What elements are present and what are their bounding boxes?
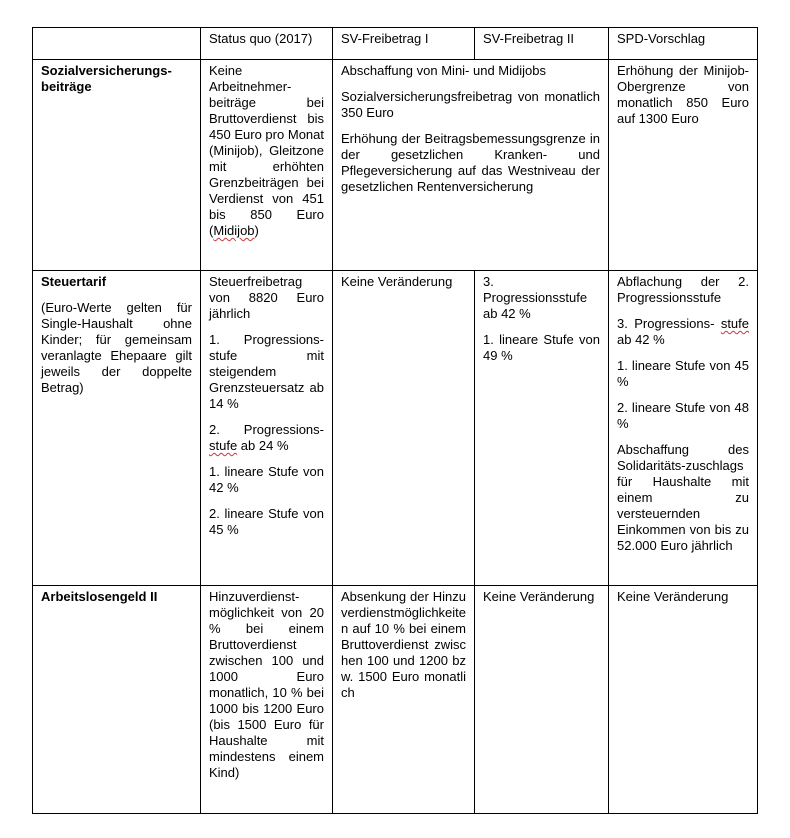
row-label-steuertarif [33, 271, 201, 586]
header-spd-vorschlag: SPD-Vorschlag [609, 28, 758, 60]
row-steuertarif [33, 271, 758, 586]
cell-paragraph: 2. lineare Stufe von 48 % [617, 400, 749, 431]
cell-spd-alg: Keine Veränderung [609, 586, 758, 814]
row-label-arbeitslosengeld [33, 586, 201, 814]
cell-spd-sv: Erhöhung der Minijob-Obergrenze von monatlich 850 Euro auf 1300 Euro [609, 60, 758, 271]
cell-sv2-alg: Keine Veränderung [475, 586, 609, 814]
header-sv-freibetrag-1: SV-Freibetrag I [333, 28, 475, 60]
cell-status-quo-alg: Hinzuverdienst-möglichkeit von 20 % bei einem Bruttoverdienst zwischen 100 und 1000 Euro monatlich, 10 % bei 1000 bis 1200 Euro (bis 1500 Euro für Haushalte mit mindestens einem Kind) [201, 586, 333, 814]
cell-paragraph: 3. Progressionsstufe ab 42 % [483, 274, 588, 321]
cell-paragraph [209, 422, 324, 454]
cell-text: 3. Progressions- [617, 316, 715, 331]
header-empty-cell [33, 28, 201, 60]
cell-status-quo-steuer [201, 271, 333, 586]
cell-sv1-alg: Absenkung der Hinzuverdienstmöglichkeiten auf 10 % bei einem Bruttoverdienst zwischen 100 und 1200 bzw. 1500 Euro monatlich [333, 586, 475, 814]
row-label-text: Sozialversicherungs-beiträge [41, 63, 172, 94]
cell-paragraph: Erhöhung der Beitragsbemessungsgrenze in der gesetzlichen Kranken- und Pflegeversicherung auf das Westniveau der gesetzlichen Rentenversicherung [341, 131, 600, 194]
cell-sv-freibetrag-joint [333, 60, 609, 271]
cell-paragraph: 1. Progressions-stufe mit steigendem Grenzsteuersatz ab 14 % [209, 332, 324, 411]
cell-spd-steuer [609, 271, 758, 586]
cell-paragraph: Abschaffung von Mini- und Midijobs [341, 63, 546, 78]
cell-paragraph: Abflachung der 2. Progressionsstufe [617, 274, 749, 305]
cell-text: ab 42 % [617, 332, 665, 347]
cell-paragraph: 2. lineare Stufe von 45 % [209, 506, 324, 537]
cell-text-spellcheck: stufe [209, 438, 238, 453]
cell-text-spellcheck: Midijob [213, 223, 255, 238]
cell-paragraph: 1. lineare Stufe von 45 % [617, 358, 749, 389]
cell-sv2-steuer [475, 271, 609, 586]
cell-text: ) [254, 223, 259, 238]
header-status-quo: Status quo (2017) [201, 28, 333, 60]
cell-sv1-steuer: Keine Veränderung [333, 271, 475, 586]
cell-paragraph: Steuerfreibetrag von 8820 Euro jährlich [209, 274, 324, 321]
cell-paragraph: 1. lineare Stufe von 42 % [209, 464, 324, 495]
cell-paragraph: Sozialversicherungsfreibetrag von monatlich 350 Euro [341, 89, 600, 120]
header-row [33, 28, 758, 60]
row-arbeitslosengeld [33, 586, 758, 814]
cell-text: Keine Arbeitnehmer-beiträge bei Bruttoverdienst bis 450 Euro pro Monat (Minijob), Gleitzone mit erhöhten Grenzbeiträgen bei Verdienst von 451 bis 850 Euro ( [209, 63, 324, 238]
cell-paragraph [617, 316, 749, 348]
cell-text: 2. Progressions- [209, 422, 324, 437]
cell-status-quo-sv [201, 60, 333, 271]
cell-paragraph: Abschaffung des Solidaritäts-zuschlags für Haushalte mit einem zu versteuernden Einkommen von bis zu 52.000 Euro jährlich [617, 442, 749, 553]
header-sv-freibetrag-2: SV-Freibetrag II [475, 28, 609, 60]
row-label-note: (Euro-Werte gelten für Single-Haushalt ohne Kinder; für gemeinsam veranlagte Ehepaare gilt jeweils der doppelte Betrag) [41, 300, 192, 395]
cell-paragraph: 1. lineare Stufe von 49 % [483, 332, 600, 363]
cell-text-spellcheck: stufe [720, 316, 749, 331]
row-label-text: Arbeitslosengeld II [41, 589, 158, 604]
row-sozialversicherung [33, 60, 758, 271]
comparison-table [32, 27, 758, 814]
row-label-text: Steuertarif [41, 274, 107, 289]
row-label-sozialversicherung [33, 60, 201, 271]
cell-text: ab 24 % [237, 438, 289, 453]
